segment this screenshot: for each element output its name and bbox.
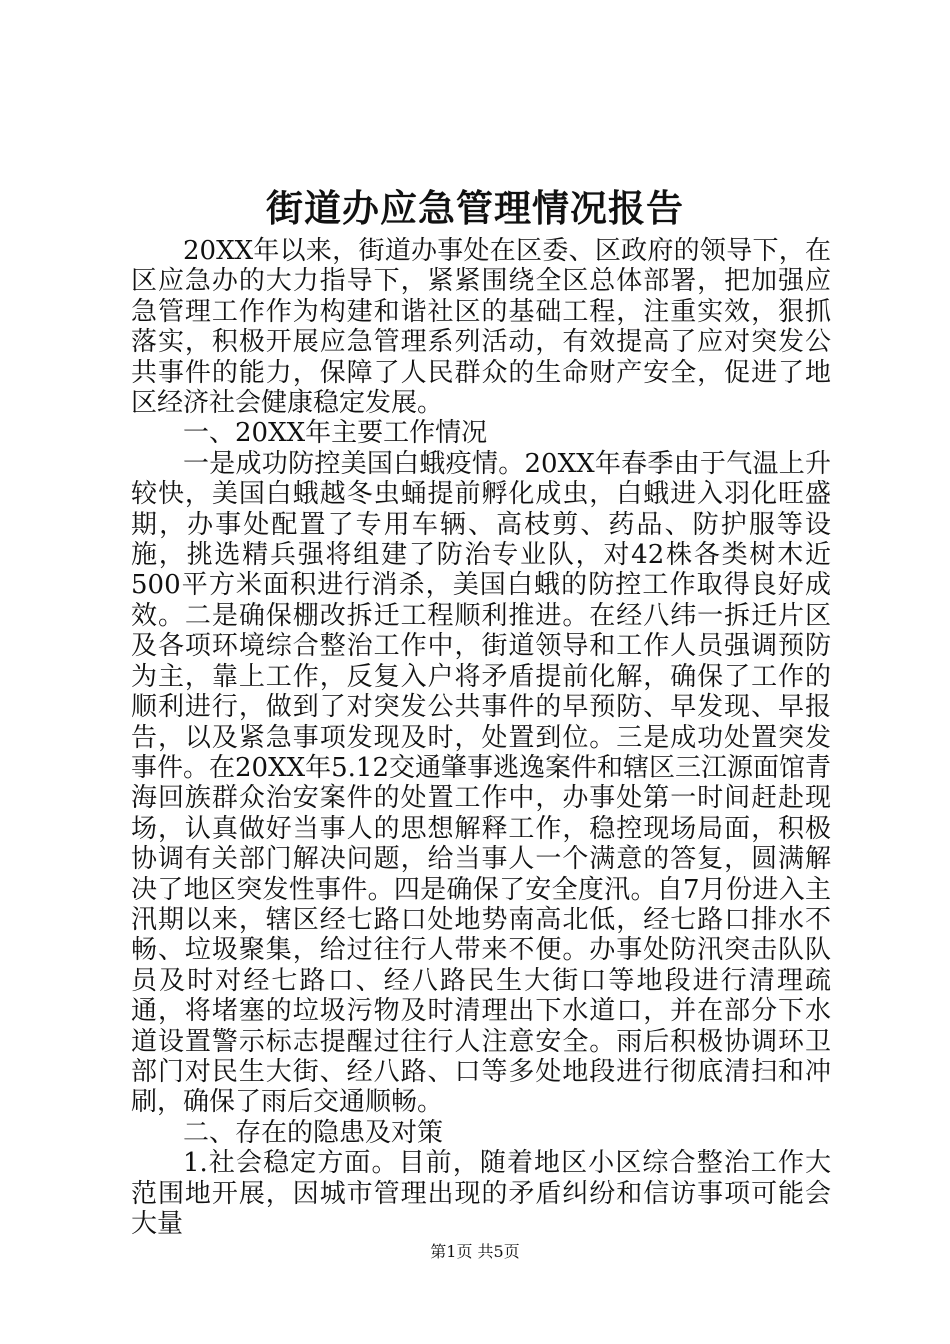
paragraph-social-stability: 1.社会稳定方面。目前，随着地区小区综合整治工作大范围地开展，因城市管理出现的矛盾纠纷和信访事项可能会大量 (131, 1148, 831, 1239)
section-heading-1: 一、20XX年主要工作情况 (183, 418, 488, 449)
document-title: 街道办应急管理情况报告 (266, 186, 684, 230)
paragraph-intro: 20XX年以来，街道办事处在区委、区政府的领导下，在区应急办的大力指导下，紧紧围绕全区总体部署，把加强应急管理工作作为构建和谐社区的基础工程，注重实效，狠抓落实，积极开展应急管理系列活动，有效提高了应对突发公共事件的能力，保障了人民群众的生命财产安全，促进了地区经济社会健康稳定发展。 (131, 236, 831, 419)
page-footer: 第1页 共5页 (430, 1242, 520, 1261)
paragraph-work-summary: 一是成功防控美国白蛾疫情。20XX年春季由于气温上升较快，美国白蛾越冬虫蛹提前孵化成虫，白蛾进入羽化旺盛期，办事处配置了专用车辆、高枝剪、药品、防护服等设施，挑选精兵强将组建了防治专业队，对42株各类树木近500平方米面积进行消杀，美国白蛾的防控工作取得良好成效。二是确保棚改拆迁工程顺利推进。在经八纬一拆迁片区及各项环境综合整治工作中，街道领导和工作人员强调预防为主，靠上工作，反复入户将矛盾提前化解，确保了工作的顺利进行，做到了对突发公共事件的早预防、早发现、早报告，以及紧急事项发现及时，处置到位。三是成功处置突发事件。在20XX年5.12交通肇事逃逸案件和辖区三江源面馆青海回族群众治安案件的处置工作中，办事处第一时间赶赴现场，认真做好当事人的思想解释工作，稳控现场局面，积极协调有关部门解决问题，给当事人一个满意的答复，圆满解决了地区突发性事件。四是确保了安全度汛。自7月份进入主汛期以来，辖区经七路口处地势南高北低，经七路口排水不畅、垃圾聚集，给过往行人带来不便。办事处防汛突击队队员及时对经七路口、经八路民生大街口等地段进行清理疏通，将堵塞的垃圾污物及时清理出下水道口，并在部分下水道设置警示标志提醒过往行人注意安全。雨后积极协调环卫部门对民生大街、经八路、口等多处地段进行彻底清扫和冲刷，确保了雨后交通顺畅。 (131, 448, 831, 1118)
section-heading-2: 二、存在的隐患及对策 (183, 1117, 444, 1148)
document-body (131, 236, 831, 1239)
